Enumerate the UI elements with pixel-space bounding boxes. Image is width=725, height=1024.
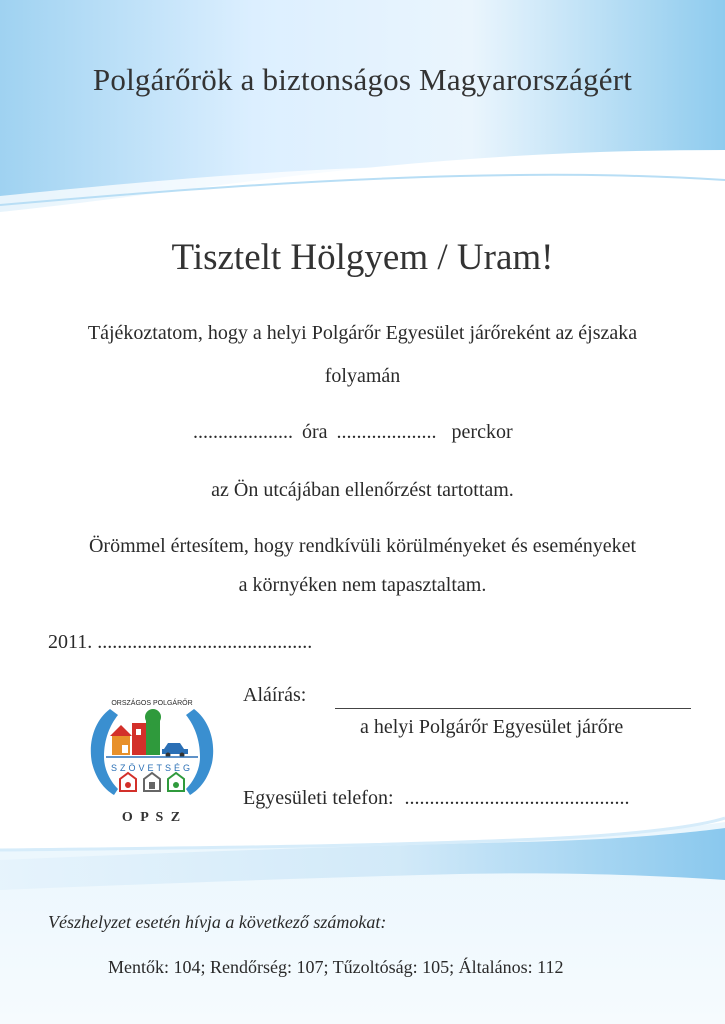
body-line-3: az Ön utcájában ellenőrzést tartottam.	[211, 479, 514, 501]
body-line-1: Tájékoztatom, hogy a helyi Polgárőr Egyesület járőreként az éjszaka	[87, 322, 638, 344]
hour-blank: ....................	[193, 421, 293, 443]
signature-label: Aláírás:	[243, 684, 307, 706]
emergency-title: Vészhelyzet esetén hívja a következő számokat:	[48, 912, 387, 932]
car-icon	[162, 743, 188, 754]
phone-label: Egyesületi telefon:	[243, 787, 394, 809]
logo-middle-text: SZÖVETSÉG	[110, 763, 194, 773]
right-hand-icon	[186, 709, 213, 795]
emergency-numbers: Mentők: 104; Rendőrség: 107; Tűzoltóság: 105; Általános: 112	[108, 957, 564, 977]
logo-top-text: ORSZÁGOS POLGÁRŐR	[111, 700, 193, 707]
signature-caption: a helyi Polgárőr Egyesület járőre	[360, 716, 624, 738]
minute-label: perckor	[451, 421, 513, 443]
opsz-logo	[82, 695, 222, 830]
time-line	[193, 421, 513, 444]
phone-blank: .............................................	[404, 787, 630, 809]
page-header-title: Polgárőrök a biztonságos Magyarországért	[92, 62, 633, 97]
logo-acronym: O P S Z	[121, 810, 183, 825]
body-line-5: a környéken nem tapasztaltam.	[238, 574, 487, 596]
hour-label: óra	[302, 421, 328, 443]
body-line-2: folyamán	[324, 365, 401, 387]
minute-blank: ....................	[336, 421, 437, 443]
house-red	[132, 723, 146, 755]
body-line-4: Örömmel értesítem, hogy rendkívüli körülményeket és eseményeket	[88, 535, 637, 557]
date-line: 2011. ...........................................	[48, 631, 313, 653]
signature-line	[335, 708, 691, 709]
greeting-heading: Tisztelt Hölgyem / Uram!	[171, 237, 554, 278]
phone-line	[243, 787, 630, 810]
small-houses	[120, 773, 184, 791]
